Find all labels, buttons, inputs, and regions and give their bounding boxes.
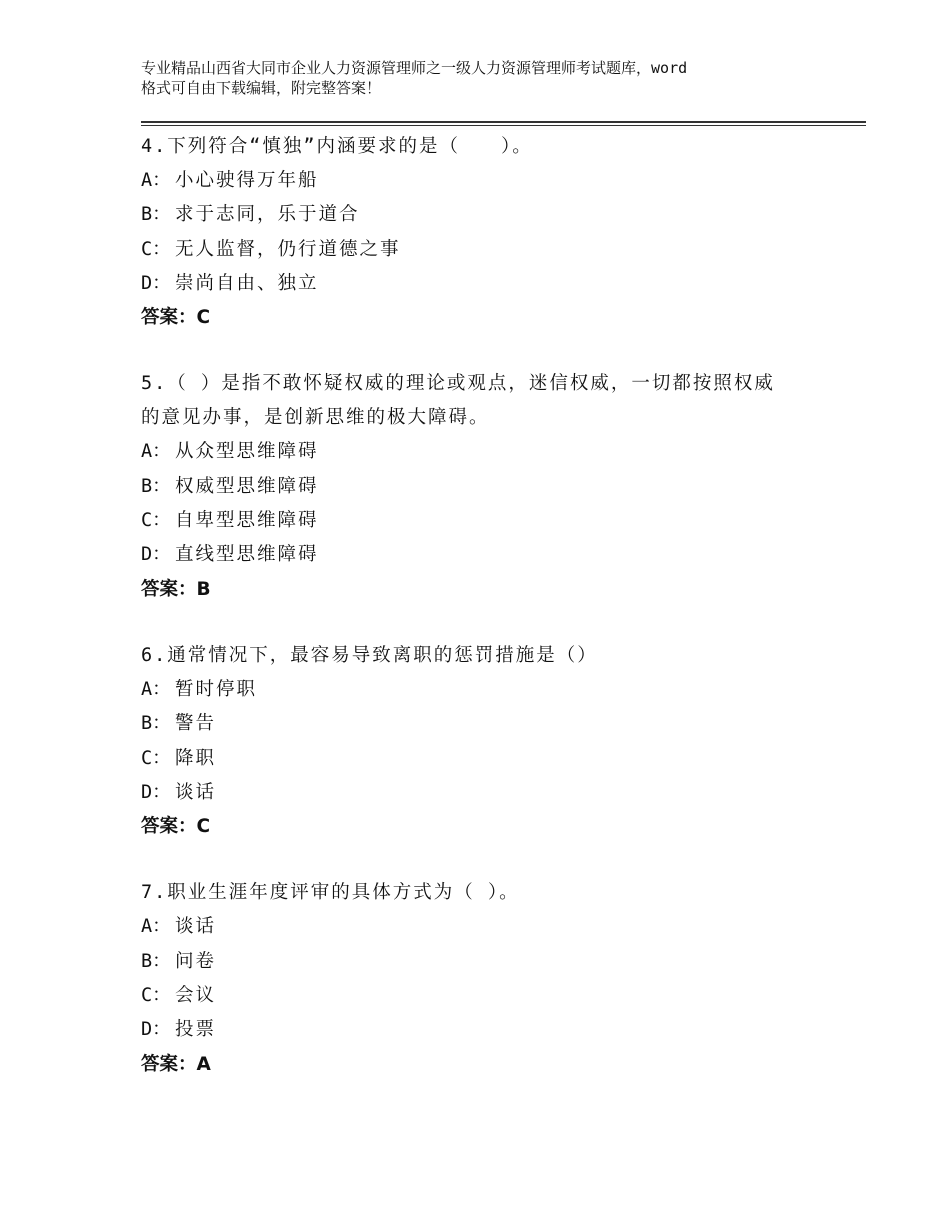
answer-line: 答案：B: [141, 578, 211, 600]
option-c: [141, 504, 831, 538]
option-letter: C：: [141, 238, 171, 260]
option-c: [141, 233, 831, 267]
option-c: [141, 742, 831, 776]
option-text: 崇尚自由、独立: [175, 272, 319, 294]
option-text: 投票: [175, 1019, 217, 1041]
question-6: [141, 639, 831, 844]
document-header: [141, 58, 831, 98]
question-7: [141, 876, 831, 1081]
answer-line: 答案：C: [141, 816, 211, 838]
option-b: [141, 707, 831, 741]
option-text: 暂时停职: [175, 678, 258, 700]
header-line-2: 格式可自由下载编辑，附完整答案！: [141, 79, 382, 97]
question-5: [141, 367, 831, 606]
option-text: 警告: [175, 713, 217, 735]
option-text: 会议: [175, 985, 217, 1007]
option-a: [141, 164, 831, 198]
option-text: 小心驶得万年船: [175, 170, 319, 191]
option-letter: A：: [141, 170, 171, 191]
header-divider-thick: [141, 121, 866, 123]
option-text: 问卷: [175, 950, 217, 972]
question-4: [141, 130, 831, 335]
question-stem-line: 的意见办事，是创新思维的极大障碍。: [141, 407, 490, 429]
option-text: 降职: [175, 747, 217, 769]
option-d: [141, 267, 831, 301]
option-a: [141, 910, 831, 944]
question-stem-line: 6.通常情况下，最容易导致离职的惩罚措施是（）: [141, 644, 598, 666]
option-text: 从众型思维障碍: [175, 441, 319, 463]
option-text: 谈话: [175, 781, 217, 803]
option-text: 谈话: [175, 916, 217, 938]
answer-line: 答案：C: [141, 307, 211, 329]
option-d: [141, 776, 831, 810]
option-letter: A：: [141, 441, 171, 463]
option-letter: D：: [141, 272, 171, 294]
option-d: [141, 1013, 831, 1047]
header-line-1: 专业精品山西省大同市企业人力资源管理师之一级人力资源管理师考试题库，word: [141, 59, 688, 77]
answer-line: 答案：A: [141, 1053, 211, 1075]
question-stem: [141, 639, 831, 673]
question-stem: [141, 130, 831, 164]
option-letter: D：: [141, 1019, 171, 1041]
option-letter: A：: [141, 678, 171, 700]
header-divider-thin: [141, 125, 866, 126]
option-d: [141, 538, 831, 572]
option-letter: D：: [141, 544, 171, 566]
option-letter: B：: [141, 713, 171, 735]
option-text: 自卑型思维障碍: [175, 510, 319, 532]
option-a: [141, 673, 831, 707]
option-letter: C：: [141, 747, 171, 769]
question-stem: [141, 367, 831, 435]
option-text: 求于志同，乐于道合: [175, 204, 360, 226]
option-c: [141, 979, 831, 1013]
option-letter: B：: [141, 950, 171, 972]
option-a: [141, 435, 831, 469]
option-letter: D：: [141, 781, 171, 803]
question-stem: [141, 876, 831, 910]
option-letter: C：: [141, 985, 171, 1007]
option-b: [141, 198, 831, 232]
question-stem-line: 4.下列符合“慎独”内涵要求的是（ ）。: [141, 136, 533, 157]
question-list: [141, 130, 831, 1114]
option-letter: A：: [141, 916, 171, 938]
option-text: 直线型思维障碍: [175, 544, 319, 566]
option-letter: B：: [141, 475, 171, 497]
option-letter: C：: [141, 510, 171, 532]
question-stem-line: 5.（ ）是指不敢怀疑权威的理论或观点，迷信权威，一切都按照权威: [141, 373, 775, 395]
option-b: [141, 945, 831, 979]
option-text: 权威型思维障碍: [175, 475, 319, 497]
option-text: 无人监督，仍行道德之事: [175, 238, 401, 260]
option-b: [141, 470, 831, 504]
option-letter: B：: [141, 204, 171, 226]
question-stem-line: 7.职业生涯年度评审的具体方式为（ ）。: [141, 882, 520, 904]
